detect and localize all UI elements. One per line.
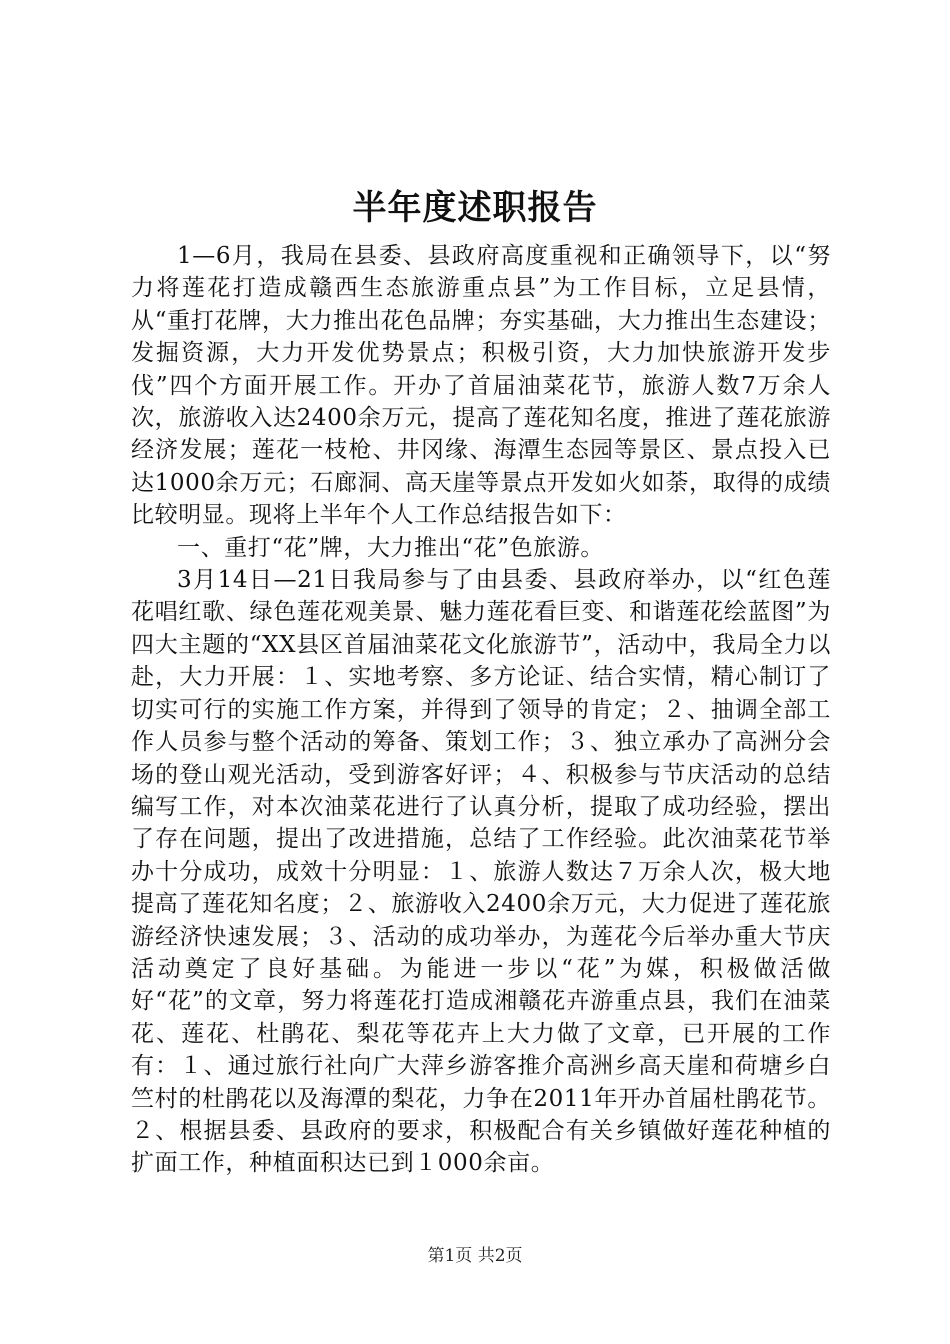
document-title: 半年度述职报告 <box>352 188 598 228</box>
intro-paragraph: 1—6月，我局在县委、县政府高度重视和正确领导下，以“努力将莲花打造成赣西生态旅游重点县”为工作目标，立足县情，从“重打花牌，大力推出花色品牌；夯实基础，大力推出生态建设；发掘资源，大力开发优势景点；积极引资，大力加快旅游开发步伐”四个方面开展工作。开办了首届油菜花节，旅游人数7万余人次，旅游收入达2400余万元，提高了莲花知名度，推进了莲花旅游经济发展；莲花一枝枪、井冈缘、海潭生态园等景区、景点投入已达1000余万元；石廊洞、高天崖等景点开发如火如荼，取得的成绩比较明显。现将上半年个人工作总结报告如下： <box>131 243 831 529</box>
document-body <box>131 240 831 1180</box>
page-footer: 第1页 共2页 <box>427 1246 523 1266</box>
section-paragraph: 3月14日—21日我局参与了由县委、县政府举办，以“红色莲花唱红歌、绿色莲花观美景、魅力莲花看巨变、和谐莲花绘蓝图”为四大主题的“XX县区首届油菜花文化旅游节”，活动中，我局全力以赴，大力开展：１、实地考察、多方论证、结合实情，精心制订了切实可行的实施工作方案，并得到了领导的肯定；２、抽调全部工作人员参与整个活动的筹备、策划工作；３、独立承办了高洲分会场的登山观光活动，受到游客好评；４、积极参与节庆活动的总结编写工作，对本次油菜花进行了认真分析，提取了成功经验，摆出了存在问题，提出了改进措施，总结了工作经验。此次油菜花节举办十分成功，成效十分明显：１、旅游人数达７万余人次，极大地提高了莲花知名度；２、旅游收入2400余万元，大力促进了莲花旅游经济快速发展；３、活动的成功举办，为莲花今后举办重大节庆活动奠定了良好基础。为能进一步以“花”为媒，积极做活做好“花”的文章，努力将莲花打造成湘赣花卉游重点县，我们在油菜花、莲花、杜鹃花、梨花等花卉上大力做了文章，已开展的工作有：１、通过旅行社向广大萍乡游客推介高洲乡高天崖和荷塘乡白竺村的杜鹃花以及海潭的梨花，力争在2011年开办首届杜鹃花节。２、根据县委、县政府的要求，积极配合有关乡镇做好莲花种植的扩面工作，种植面积达已到１000余亩。 <box>131 567 831 1177</box>
section-heading: 一、重打“花”牌，大力推出“花”色旅游。 <box>177 534 605 561</box>
